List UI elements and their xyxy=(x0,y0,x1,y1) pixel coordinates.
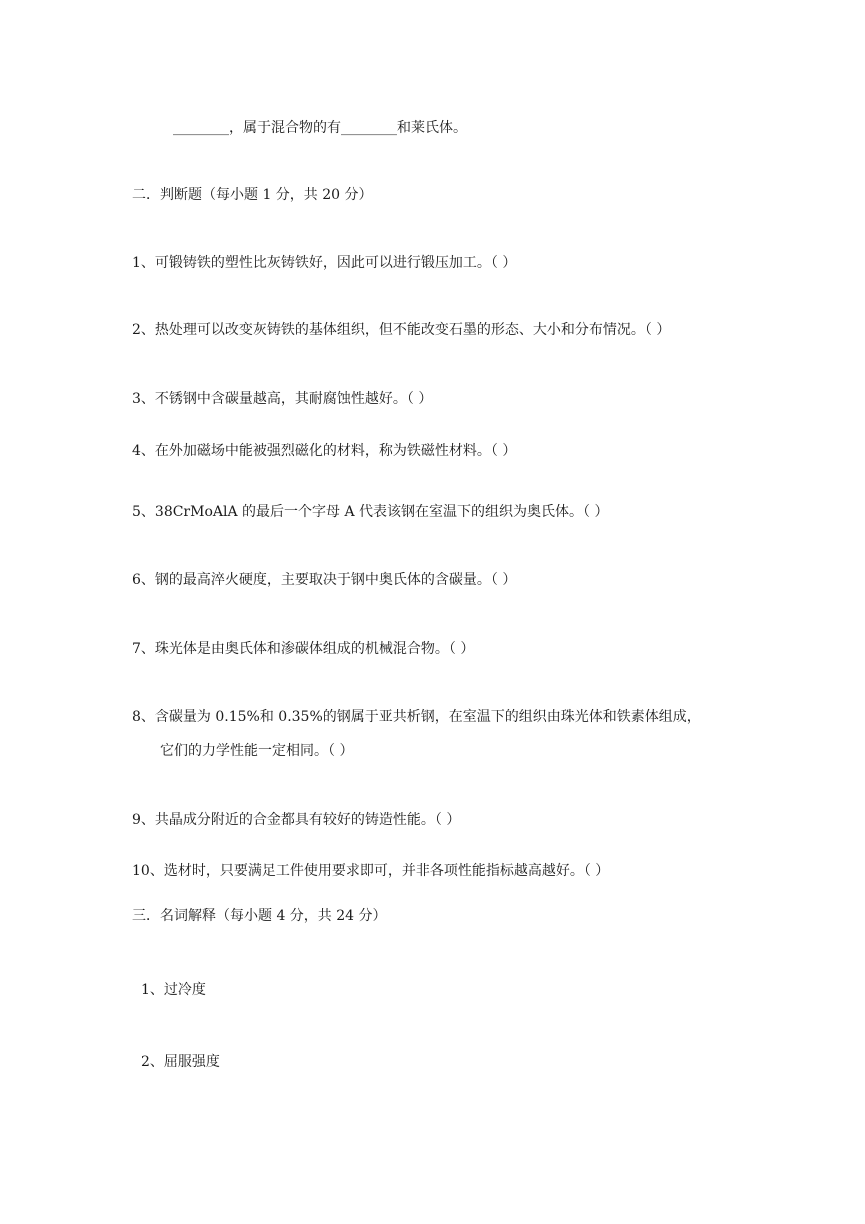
question-item: 8、含碳量为 0.15%和 0.35%的钢属于亚共析钢，在室温下的组织由珠光体和铁素体组成， xyxy=(132,709,701,725)
question-text: ，属于混合物的有 xyxy=(229,120,341,136)
answer-blank[interactable]: ________ xyxy=(173,120,229,136)
question-item: 9、共晶成分附近的合金都具有较好的铸造性能。（ ） xyxy=(132,812,461,828)
question-item-continuation: 它们的力学性能一定相同。（ ） xyxy=(160,743,354,759)
answer-blank[interactable]: ________ xyxy=(341,120,397,136)
question-item: 2、热处理可以改变灰铸铁的基体组织，但不能改变石墨的形态、大小和分布情况。（ ） xyxy=(132,322,671,338)
question-item: 1、可锻铸铁的塑性比灰铸铁好，因此可以进行锻压加工。（ ） xyxy=(132,255,517,271)
fill-blank-continuation xyxy=(173,118,467,138)
definition-item: 2、屈服强度 xyxy=(141,1054,220,1070)
section-heading-definitions: 三．名词解释（每小题 4 分，共 24 分） xyxy=(132,908,387,924)
question-item: 7、珠光体是由奥氏体和渗碳体组成的机械混合物。（ ） xyxy=(132,641,475,657)
question-item: 10、选材时，只要满足工件使用要求即可，并非各项性能指标越高越好。（ ） xyxy=(132,863,610,879)
question-text: 和莱氏体。 xyxy=(397,120,467,136)
question-item: 3、不锈钢中含碳量越高，其耐腐蚀性越好。（ ） xyxy=(132,391,433,407)
section-heading-true-false: 二．判断题（每小题 1 分，共 20 分） xyxy=(132,187,373,203)
question-item: 4、在外加磁场中能被强烈磁化的材料，称为铁磁性材料。（ ） xyxy=(132,443,517,459)
question-item: 6、钢的最高淬火硬度，主要取决于钢中奥氏体的含碳量。（ ） xyxy=(132,572,517,588)
definition-item: 1、过冷度 xyxy=(141,982,206,998)
question-item: 5、38CrMoAlA 的最后一个字母 A 代表该钢在室温下的组织为奥氏体。（ ） xyxy=(132,504,609,520)
